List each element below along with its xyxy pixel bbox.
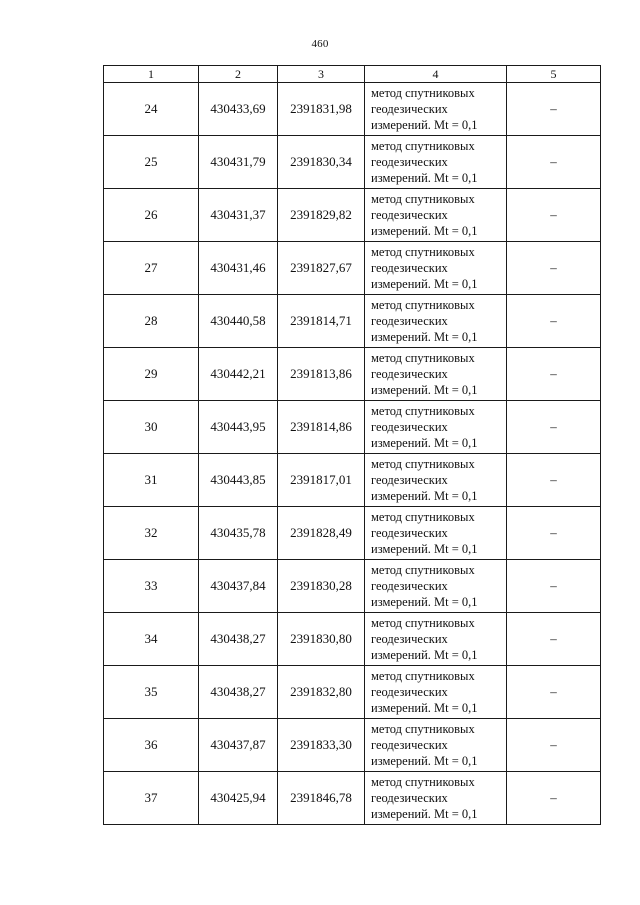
x-coordinate-cell: 430443,95 [199,401,278,454]
method-line: геодезических [371,367,448,381]
point-number-cell: 31 [104,454,199,507]
method-line: измерений. Mt = 0,1 [371,542,478,556]
y-coordinate-cell: 2391827,67 [278,242,365,295]
column-5-cell: – [507,507,601,560]
method-line: измерений. Mt = 0,1 [371,436,478,450]
method-cell [365,401,507,454]
y-coordinate-cell: 2391830,34 [278,136,365,189]
y-coordinate-cell: 2391817,01 [278,454,365,507]
method-line: геодезических [371,420,448,434]
point-number-cell: 34 [104,613,199,666]
method-line: метод спутниковых [371,722,475,736]
x-coordinate-cell: 430425,94 [199,772,278,825]
header-col-1: 1 [104,66,199,83]
y-coordinate-cell: 2391831,98 [278,83,365,136]
x-coordinate-cell: 430431,46 [199,242,278,295]
x-coordinate-cell: 430440,58 [199,295,278,348]
point-number-cell: 25 [104,136,199,189]
point-number-cell: 26 [104,189,199,242]
column-5-cell: – [507,454,601,507]
method-line: геодезических [371,208,448,222]
method-line: геодезических [371,791,448,805]
y-coordinate-cell: 2391833,30 [278,719,365,772]
column-5-cell: – [507,719,601,772]
header-row [104,66,601,83]
column-5-cell: – [507,348,601,401]
method-cell [365,136,507,189]
point-number-cell: 24 [104,83,199,136]
table-row [104,295,601,348]
method-cell [365,613,507,666]
method-line: метод спутниковых [371,192,475,206]
method-line: измерений. Mt = 0,1 [371,224,478,238]
x-coordinate-cell: 430442,21 [199,348,278,401]
table-row [104,348,601,401]
method-line: геодезических [371,632,448,646]
table-row [104,772,601,825]
method-line: метод спутниковых [371,510,475,524]
method-cell [365,83,507,136]
column-5-cell: – [507,242,601,295]
x-coordinate-cell: 430433,69 [199,83,278,136]
method-line: геодезических [371,314,448,328]
y-coordinate-cell: 2391846,78 [278,772,365,825]
y-coordinate-cell: 2391830,80 [278,613,365,666]
method-line: метод спутниковых [371,616,475,630]
method-line: метод спутниковых [371,457,475,471]
method-line: метод спутниковых [371,86,475,100]
method-line: геодезических [371,473,448,487]
method-line: метод спутниковых [371,351,475,365]
method-line: метод спутниковых [371,139,475,153]
method-line: геодезических [371,155,448,169]
table-row [104,401,601,454]
x-coordinate-cell: 430438,27 [199,613,278,666]
method-line: измерений. Mt = 0,1 [371,489,478,503]
table-row [104,189,601,242]
table-header [104,66,601,83]
method-cell [365,507,507,560]
table-row [104,136,601,189]
method-line: геодезических [371,526,448,540]
y-coordinate-cell: 2391814,71 [278,295,365,348]
table-row [104,719,601,772]
method-cell [365,242,507,295]
column-5-cell: – [507,401,601,454]
point-number-cell: 32 [104,507,199,560]
method-cell [365,560,507,613]
method-line: измерений. Mt = 0,1 [371,171,478,185]
y-coordinate-cell: 2391828,49 [278,507,365,560]
header-col-3: 3 [278,66,365,83]
x-coordinate-cell: 430437,87 [199,719,278,772]
point-number-cell: 30 [104,401,199,454]
column-5-cell: – [507,560,601,613]
header-col-5: 5 [507,66,601,83]
table-body [104,83,601,825]
method-line: измерений. Mt = 0,1 [371,330,478,344]
column-5-cell: – [507,772,601,825]
column-5-cell: – [507,136,601,189]
x-coordinate-cell: 430435,78 [199,507,278,560]
method-line: измерений. Mt = 0,1 [371,383,478,397]
method-cell [365,666,507,719]
method-line: измерений. Mt = 0,1 [371,595,478,609]
coordinates-table [103,65,601,825]
x-coordinate-cell: 430438,27 [199,666,278,719]
table-row [104,454,601,507]
method-line: метод спутниковых [371,563,475,577]
x-coordinate-cell: 430437,84 [199,560,278,613]
method-cell [365,189,507,242]
table-row [104,613,601,666]
method-line: измерений. Mt = 0,1 [371,648,478,662]
column-5-cell: – [507,295,601,348]
method-line: измерений. Mt = 0,1 [371,701,478,715]
page-number: 460 [311,38,329,50]
method-cell [365,454,507,507]
method-line: измерений. Mt = 0,1 [371,277,478,291]
method-line: измерений. Mt = 0,1 [371,807,478,821]
method-line: метод спутниковых [371,298,475,312]
point-number-cell: 29 [104,348,199,401]
table-row [104,507,601,560]
method-line: метод спутниковых [371,775,475,789]
column-5-cell: – [507,613,601,666]
y-coordinate-cell: 2391813,86 [278,348,365,401]
method-cell [365,348,507,401]
table-row [104,560,601,613]
y-coordinate-cell: 2391814,86 [278,401,365,454]
method-cell [365,719,507,772]
method-line: измерений. Mt = 0,1 [371,118,478,132]
method-cell [365,772,507,825]
method-line: геодезических [371,102,448,116]
point-number-cell: 37 [104,772,199,825]
method-line: геодезических [371,685,448,699]
x-coordinate-cell: 430443,85 [199,454,278,507]
y-coordinate-cell: 2391829,82 [278,189,365,242]
header-col-4: 4 [365,66,507,83]
x-coordinate-cell: 430431,79 [199,136,278,189]
y-coordinate-cell: 2391832,80 [278,666,365,719]
column-5-cell: – [507,666,601,719]
method-line: метод спутниковых [371,245,475,259]
column-5-cell: – [507,83,601,136]
method-line: метод спутниковых [371,669,475,683]
point-number-cell: 27 [104,242,199,295]
method-line: метод спутниковых [371,404,475,418]
y-coordinate-cell: 2391830,28 [278,560,365,613]
x-coordinate-cell: 430431,37 [199,189,278,242]
column-5-cell: – [507,189,601,242]
point-number-cell: 33 [104,560,199,613]
table-row [104,83,601,136]
method-line: геодезических [371,579,448,593]
table-row [104,242,601,295]
header-col-2: 2 [199,66,278,83]
method-cell [365,295,507,348]
method-line: геодезических [371,738,448,752]
point-number-cell: 36 [104,719,199,772]
method-line: измерений. Mt = 0,1 [371,754,478,768]
table-row [104,666,601,719]
method-line: геодезических [371,261,448,275]
point-number-cell: 35 [104,666,199,719]
point-number-cell: 28 [104,295,199,348]
